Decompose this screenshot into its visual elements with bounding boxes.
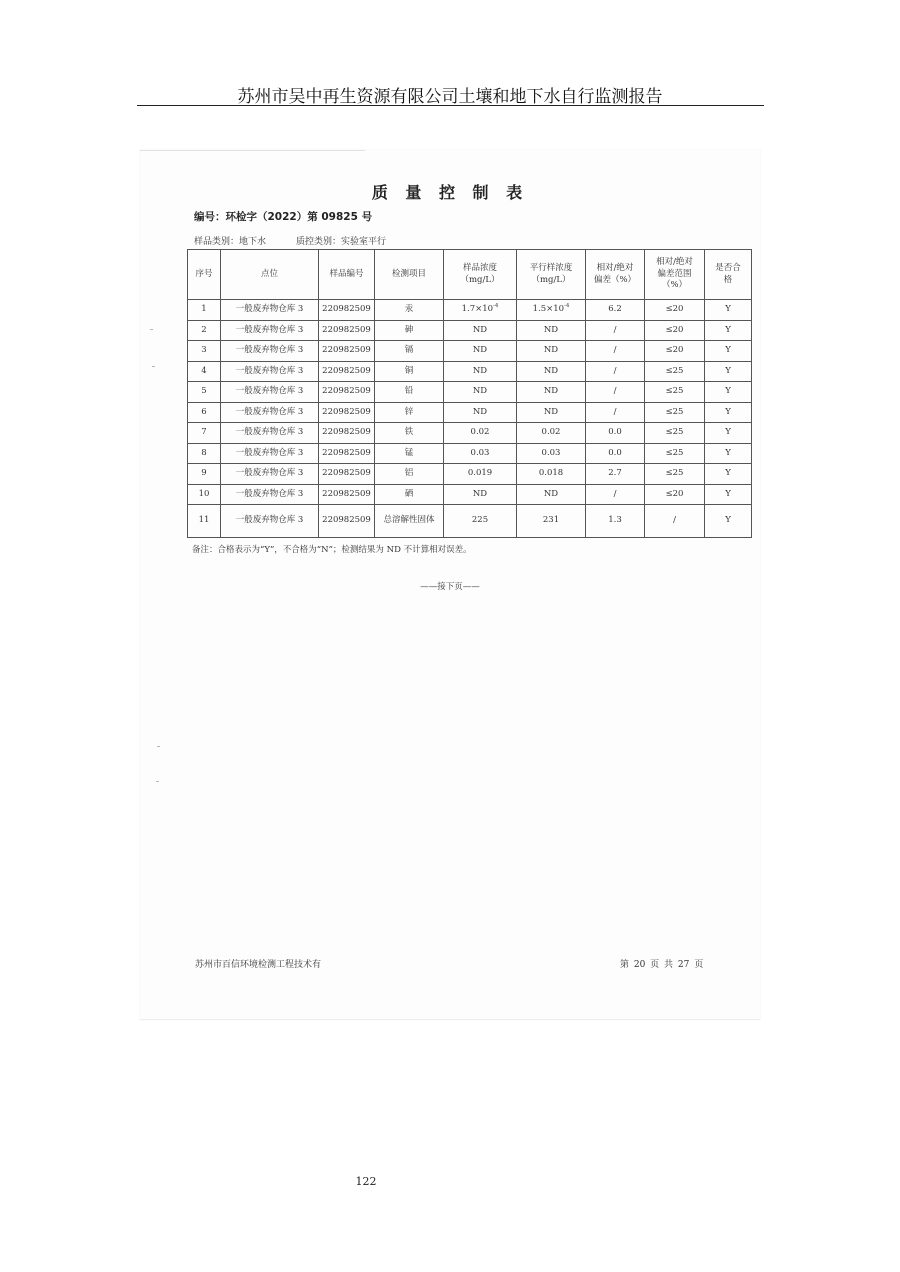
- cell-range: ≤20: [645, 320, 705, 341]
- page-number: 122: [355, 1175, 377, 1188]
- cell-site: 一般废弃物仓库 3: [221, 402, 319, 423]
- cell-concentration: 0.02: [444, 423, 517, 444]
- cell-parallel-concentration: ND: [517, 341, 586, 362]
- cell-no: 8: [188, 443, 221, 464]
- cell-concentration: ND: [444, 320, 517, 341]
- cell-parallel-concentration: 0.03: [517, 443, 586, 464]
- cell-concentration: ND: [444, 382, 517, 403]
- column-header: 检测项目: [375, 250, 444, 300]
- cell-site: 一般废弃物仓库 3: [221, 320, 319, 341]
- cell-no: 2: [188, 320, 221, 341]
- cell-range: ≤25: [645, 443, 705, 464]
- header-divider: [137, 105, 764, 106]
- table-row: [188, 443, 752, 464]
- table-row: [188, 402, 752, 423]
- table-row: [188, 300, 752, 321]
- table-row: [188, 382, 752, 403]
- report-header-title: 苏州市吴中再生资源有限公司土壤和地下水自行监测报告: [237, 87, 663, 107]
- cell-item: 镉: [375, 341, 444, 362]
- table-row: [188, 484, 752, 505]
- cell-parallel-concentration: 231: [517, 505, 586, 538]
- cell-item: 汞: [375, 300, 444, 321]
- cell-no: 4: [188, 361, 221, 382]
- cell-deviation: /: [586, 361, 645, 382]
- cell-parallel-concentration: ND: [517, 361, 586, 382]
- cell-concentration: $1.7\times 10^{-4}$: [444, 300, 517, 321]
- table-row: [188, 320, 752, 341]
- cell-pass: Y: [705, 423, 752, 444]
- cell-concentration: ND: [444, 341, 517, 362]
- cell-item: 铝: [375, 464, 444, 485]
- scan-speck: [156, 781, 159, 782]
- cell-pass: Y: [705, 320, 752, 341]
- scan-speck: [152, 366, 155, 367]
- cell-pass: Y: [705, 402, 752, 423]
- cell-sample-id: 220982509: [319, 505, 375, 538]
- cell-concentration: ND: [444, 361, 517, 382]
- cell-deviation: /: [586, 484, 645, 505]
- cell-pass: Y: [705, 341, 752, 362]
- cell-concentration: 225: [444, 505, 517, 538]
- cell-sample-id: 220982509: [319, 423, 375, 444]
- cell-parallel-concentration: ND: [517, 382, 586, 403]
- cell-item: 砷: [375, 320, 444, 341]
- sample-meta: [194, 234, 386, 247]
- cell-deviation: 0.0: [586, 443, 645, 464]
- cell-item: 铜: [375, 361, 444, 382]
- cell-pass: Y: [705, 443, 752, 464]
- continue-mark: ——接下页——: [420, 582, 480, 592]
- cell-concentration: ND: [444, 402, 517, 423]
- cell-site: 一般废弃物仓库 3: [221, 300, 319, 321]
- cell-parallel-concentration: ND: [517, 402, 586, 423]
- cell-site: 一般废弃物仓库 3: [221, 361, 319, 382]
- cell-pass: Y: [705, 300, 752, 321]
- cell-no: 11: [188, 505, 221, 538]
- column-header: 平行样浓度 （mg/L）: [517, 250, 586, 300]
- cell-deviation: /: [586, 341, 645, 362]
- cell-sample-id: 220982509: [319, 361, 375, 382]
- cell-range: ≤20: [645, 300, 705, 321]
- cell-site: 一般废弃物仓库 3: [221, 505, 319, 538]
- cell-site: 一般废弃物仓库 3: [221, 382, 319, 403]
- report-number: 编号：环检字（2022）第 09825 号: [194, 211, 373, 223]
- cell-deviation: /: [586, 402, 645, 423]
- cell-range: ≤25: [645, 382, 705, 403]
- column-header: 样品编号: [319, 250, 375, 300]
- cell-site: 一般废弃物仓库 3: [221, 443, 319, 464]
- table-row: [188, 341, 752, 362]
- column-header: 点位: [221, 250, 319, 300]
- cell-pass: Y: [705, 505, 752, 538]
- table-title: 质 量 控 制 表: [371, 183, 529, 202]
- cell-deviation: /: [586, 382, 645, 403]
- cell-concentration: 0.019: [444, 464, 517, 485]
- cell-deviation: 0.0: [586, 423, 645, 444]
- cell-range: ≤20: [645, 341, 705, 362]
- cell-concentration: ND: [444, 484, 517, 505]
- cell-range: ≤25: [645, 464, 705, 485]
- cell-sample-id: 220982509: [319, 300, 375, 321]
- cell-no: 6: [188, 402, 221, 423]
- cell-range: ≤20: [645, 484, 705, 505]
- scan-speck: [150, 329, 153, 330]
- footer-organization: 苏州市百信环境检测工程技术有: [195, 960, 322, 970]
- cell-sample-id: 220982509: [319, 484, 375, 505]
- cell-item: 铁: [375, 423, 444, 444]
- cell-site: 一般废弃物仓库 3: [221, 464, 319, 485]
- cell-deviation: 2.7: [586, 464, 645, 485]
- qc-type: 质控类别：实验室平行: [296, 237, 387, 247]
- cell-range: /: [645, 505, 705, 538]
- table-row: [188, 505, 752, 538]
- cell-sample-id: 220982509: [319, 464, 375, 485]
- table-row: [188, 464, 752, 485]
- table-row: [188, 423, 752, 444]
- cell-parallel-concentration: $1.5\times 10^{-4}$: [517, 300, 586, 321]
- cell-item: 锌: [375, 402, 444, 423]
- cell-parallel-concentration: 0.02: [517, 423, 586, 444]
- footer-page-info: 第 20 页 共 27 页: [620, 960, 704, 970]
- column-header: 相对/绝对 偏差（%）: [586, 250, 645, 300]
- cell-no: 10: [188, 484, 221, 505]
- cell-item: 总溶解性固体: [375, 505, 444, 538]
- cell-pass: Y: [705, 382, 752, 403]
- column-header: 是否合 格: [705, 250, 752, 300]
- cell-pass: Y: [705, 484, 752, 505]
- cell-deviation: 1.3: [586, 505, 645, 538]
- cell-parallel-concentration: ND: [517, 320, 586, 341]
- cell-no: 1: [188, 300, 221, 321]
- cell-no: 7: [188, 423, 221, 444]
- cell-parallel-concentration: ND: [517, 484, 586, 505]
- column-header: 相对/绝对 偏差范围 （%）: [645, 250, 705, 300]
- cell-sample-id: 220982509: [319, 402, 375, 423]
- cell-deviation: 6.2: [586, 300, 645, 321]
- cell-no: 9: [188, 464, 221, 485]
- table-row: [188, 361, 752, 382]
- scan-edge: [140, 1019, 760, 1020]
- scan-edge: [140, 150, 365, 151]
- cell-no: 3: [188, 341, 221, 362]
- sample-type: 样品类别：地下水: [194, 237, 267, 247]
- cell-item: 铅: [375, 382, 444, 403]
- cell-range: ≤25: [645, 402, 705, 423]
- quality-control-table: [187, 249, 752, 538]
- cell-site: 一般废弃物仓库 3: [221, 423, 319, 444]
- column-header: 样品浓度 （mg/L）: [444, 250, 517, 300]
- cell-pass: Y: [705, 464, 752, 485]
- table-header-row: [188, 250, 752, 300]
- cell-range: ≤25: [645, 361, 705, 382]
- cell-sample-id: 220982509: [319, 341, 375, 362]
- column-header: 序号: [188, 250, 221, 300]
- cell-item: 硒: [375, 484, 444, 505]
- cell-parallel-concentration: 0.018: [517, 464, 586, 485]
- scan-speck: [157, 746, 160, 747]
- cell-range: ≤25: [645, 423, 705, 444]
- table-note: 备注：合格表示为“Y”，不合格为“N”；检测结果为 ND 不计算相对误差。: [192, 545, 472, 555]
- cell-pass: Y: [705, 361, 752, 382]
- cell-concentration: 0.03: [444, 443, 517, 464]
- cell-deviation: /: [586, 320, 645, 341]
- cell-sample-id: 220982509: [319, 382, 375, 403]
- cell-item: 锰: [375, 443, 444, 464]
- cell-sample-id: 220982509: [319, 443, 375, 464]
- cell-site: 一般废弃物仓库 3: [221, 341, 319, 362]
- cell-no: 5: [188, 382, 221, 403]
- cell-site: 一般废弃物仓库 3: [221, 484, 319, 505]
- cell-sample-id: 220982509: [319, 320, 375, 341]
